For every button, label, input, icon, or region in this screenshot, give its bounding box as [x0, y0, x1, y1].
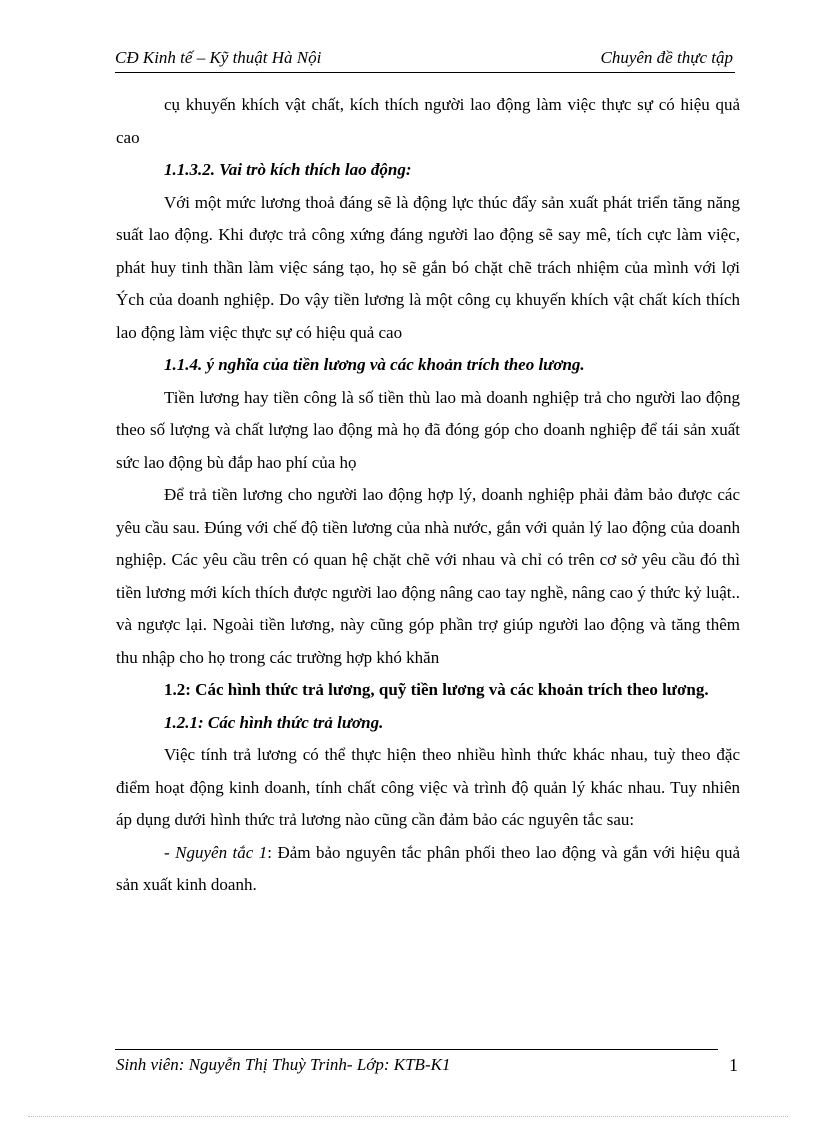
heading-1-2: 1.2: Các hình thức trả lương, quỹ tiền lương và các khoản trích theo lương.: [164, 680, 709, 699]
heading-1-1-3-2: 1.1.3.2. Vai trò kích thích lao động:: [164, 160, 412, 179]
principle-label: Nguyên tắc 1: [175, 842, 268, 862]
document-body: [116, 89, 740, 902]
heading-1-1-4: 1.1.4. ý nghĩa của tiền lương và các khoản trích theo lương.: [164, 355, 585, 374]
bullet-dash: -: [164, 842, 176, 862]
paragraph-3: Tiền lương hay tiền công là số tiền thù lao mà doanh nghiệp trả cho người lao động theo số lượng và chất lượng lao động mà họ đã đóng góp cho doanh nghiệp để tái sản xuất sức lao động bù đắp hao phí của họ: [116, 387, 740, 472]
paragraph-1: cụ khuyến khích vật chất, kích thích người lao động làm việc thực sự có hiệu quả cao: [116, 95, 740, 147]
header-title: Chuyên đề thực tập: [600, 48, 733, 67]
paragraph-4: Để trả tiền lương cho người lao động hợp lý, doanh nghiệp phải đảm bảo được các yêu cầu sau. Đúng với chế độ tiền lương của nhà nước, gắn với quản lý lao động của doanh nghiệp. Các yêu cầu trên có quan hệ chặt chẽ với nhau và chỉ có trên cơ sở yêu cầu đó thì tiền lương mới kích thích được người lao động nâng cao tay nghề, nâng cao ý thức kỷ luật.. và ngược lại. Ngoài tiền lương, này cũng góp phần trợ giúp người lao động và tăng thêm thu nhập cho họ trong các trường hợp khó khăn: [116, 485, 740, 667]
heading-1-2-1: 1.2.1: Các hình thức trả lương.: [164, 712, 384, 732]
page-number: 1: [729, 1055, 738, 1075]
page-footer: [116, 1055, 738, 1075]
paragraph-6: [116, 837, 740, 902]
principle-text: : Đảm bảo nguyên tắc phân phối theo lao động và gắn với hiệu quả sản xuất kinh doanh.: [116, 842, 740, 894]
footer-divider: [115, 1049, 718, 1050]
header-school: CĐ Kinh tế – Kỹ thuật Hà Nội: [115, 48, 322, 67]
paragraph-2: Với một mức lương thoả đáng sẽ là động lực thúc đẩy sản xuất phát triển tăng năng suất lao động. Khi được trả công xứng đáng người lao động sẽ say mê, tích cực làm việc, phát huy tinh thần làm việc sáng tạo, họ sẽ gắn bó chặt chẽ trách nhiệm của mình với lợi Ých của doanh nghiệp. Do vậy tiền lương là một công cụ khuyến khích vật chất kích thích lao động làm việc thực sự có hiệu quả cao: [116, 192, 740, 342]
footer-student: Sinh viên: Nguyễn Thị Thuỳ Trinh- Lớp: KTB-K1: [116, 1055, 451, 1074]
page-header: [115, 46, 735, 73]
page-bottom-edge: [28, 1116, 788, 1117]
paragraph-5: Việc tính trả lương có thể thực hiện theo nhiều hình thức khác nhau, tuỳ theo đặc điểm hoạt động kinh doanh, tính chất công việc và trình độ quản lý khác nhau. Tuy nhiên áp dụng dưới hình thức trả lương nào cũng cần đảm bảo các nguyên tắc sau:: [116, 745, 740, 829]
